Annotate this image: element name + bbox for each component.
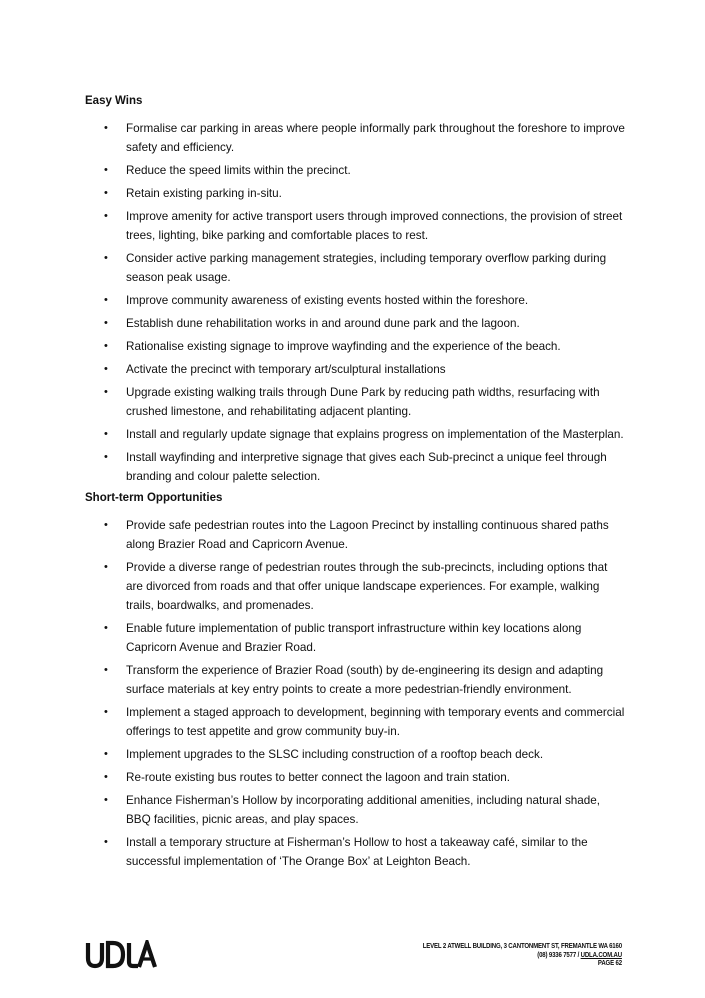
list-item-text: Rationalise existing signage to improve wayfinding and the experience of the beach.: [126, 340, 561, 353]
bullet-icon: •: [104, 771, 108, 783]
list-item-text: Implement a staged approach to development, beginning with temporary events and commercial offerings to test appetite and grow community buy-in.: [126, 706, 625, 738]
list-item: [85, 161, 625, 180]
bullet-icon: •: [104, 252, 108, 264]
udla-logo: [85, 940, 159, 970]
list-item: [85, 558, 625, 615]
list-item: [85, 360, 625, 379]
list-item-text: Reduce the speed limits within the precinct.: [126, 164, 351, 177]
list-item-text: Implement upgrades to the SLSC including construction of a rooftop beach deck.: [126, 748, 544, 761]
easy-wins-list: [85, 119, 625, 486]
list-item-text: Establish dune rehabilitation works in and around dune park and the lagoon.: [126, 317, 520, 330]
list-item: [85, 119, 625, 157]
list-item-text: Retain existing parking in-situ.: [126, 187, 282, 200]
bullet-icon: •: [104, 561, 108, 573]
list-item-text: Consider active parking management strategies, including temporary overflow parking during season peak usage.: [126, 252, 607, 284]
contact-line: [423, 951, 622, 960]
bullet-icon: •: [104, 706, 108, 718]
separator: /: [576, 949, 581, 959]
list-item: [85, 768, 625, 787]
list-item-text: Provide safe pedestrian routes into the Lagoon Precinct by installing continuous shared paths along Brazier Road and Capricorn Avenue.: [126, 519, 609, 551]
bullet-icon: •: [104, 340, 108, 352]
list-item: [85, 184, 625, 203]
bullet-icon: •: [104, 428, 108, 440]
list-item-text: Formalise car parking in areas where people informally park throughout the foreshore to improve safety and efficiency.: [126, 122, 625, 154]
list-item: [85, 619, 625, 657]
list-item-text: Enhance Fisherman’s Hollow by incorporating additional amenities, including natural shade, BBQ facilities, picnic areas, and play spaces.: [126, 794, 601, 826]
list-item: [85, 383, 625, 421]
bullet-icon: •: [104, 363, 108, 375]
bullet-icon: •: [104, 294, 108, 306]
phone-number: (08) 9336 7577: [537, 949, 577, 959]
bullet-icon: •: [104, 794, 108, 806]
list-item-text: Enable future implementation of public transport infrastructure within key locations along Capricorn Avenue and Brazier Road.: [126, 622, 582, 654]
list-item-text: Re-route existing bus routes to better connect the lagoon and train station.: [126, 771, 510, 784]
bullet-icon: •: [104, 317, 108, 329]
list-item-text: Install wayfinding and interpretive signage that gives each Sub-precinct a unique feel through branding and colour palette selection.: [126, 451, 607, 483]
page-footer: [85, 940, 622, 974]
list-item: [85, 745, 625, 764]
bullet-icon: •: [104, 386, 108, 398]
list-item-text: Upgrade existing walking trails through Dune Park by reducing path widths, resurfacing with crushed limestone, and rehabilitating adjacent planting.: [126, 386, 600, 418]
bullet-icon: •: [104, 519, 108, 531]
list-item-text: Provide a diverse range of pedestrian routes through the sub-precincts, including options that are divorced from roads and that offer unique landscape experiences. For example, walking trails, boardwalks, and promenades.: [126, 561, 608, 612]
section-heading-short-term: Short-term Opportunities: [85, 492, 223, 504]
list-item: [85, 703, 625, 741]
bullet-icon: •: [104, 122, 108, 134]
list-item: [85, 661, 625, 699]
list-item-text: Install a temporary structure at Fisherman’s Hollow to host a takeaway café, similar to the successful implementation of ‘The Orange Box’ at Leighton Beach.: [126, 836, 588, 868]
list-item: [85, 291, 625, 310]
list-item-text: Activate the precinct with temporary art/sculptural installations: [126, 363, 446, 376]
bullet-icon: •: [104, 836, 108, 848]
website-link[interactable]: UDLA.COM.AU: [580, 949, 622, 959]
list-item: [85, 337, 625, 356]
bullet-icon: •: [104, 210, 108, 222]
page-number: PAGE 62: [597, 958, 622, 968]
bullet-icon: •: [104, 664, 108, 676]
list-item-text: Install and regularly update signage that explains progress on implementation of the Masterplan.: [126, 428, 624, 441]
list-item: [85, 516, 625, 554]
section-heading-easy-wins: Easy Wins: [85, 95, 143, 107]
list-item: [85, 791, 625, 829]
list-item: [85, 448, 625, 486]
list-item: [85, 314, 625, 333]
bullet-icon: •: [104, 187, 108, 199]
address-line: LEVEL 2 ATWELL BUILDING, 3 CANTONMENT ST, FREMANTLE WA 6160: [422, 941, 622, 950]
list-item-text: Improve community awareness of existing events hosted within the foreshore.: [126, 294, 529, 307]
list-item: [85, 425, 625, 444]
bullet-icon: •: [104, 451, 108, 463]
bullet-icon: •: [104, 164, 108, 176]
list-item: [85, 207, 625, 245]
short-term-list: [85, 516, 625, 871]
bullet-icon: •: [104, 622, 108, 634]
list-item-text: Transform the experience of Brazier Road (south) by de-engineering its design and adapting surface materials at key entry points to create a more pedestrian-friendly environment.: [126, 664, 604, 696]
list-item-text: Improve amenity for active transport users through improved connections, the provision of street trees, lighting, bike parking and comfortable places to rest.: [126, 210, 623, 242]
list-item: [85, 249, 625, 287]
document-body: [85, 93, 625, 875]
list-item: [85, 833, 625, 871]
contact-block: [423, 942, 622, 968]
bullet-icon: •: [104, 748, 108, 760]
